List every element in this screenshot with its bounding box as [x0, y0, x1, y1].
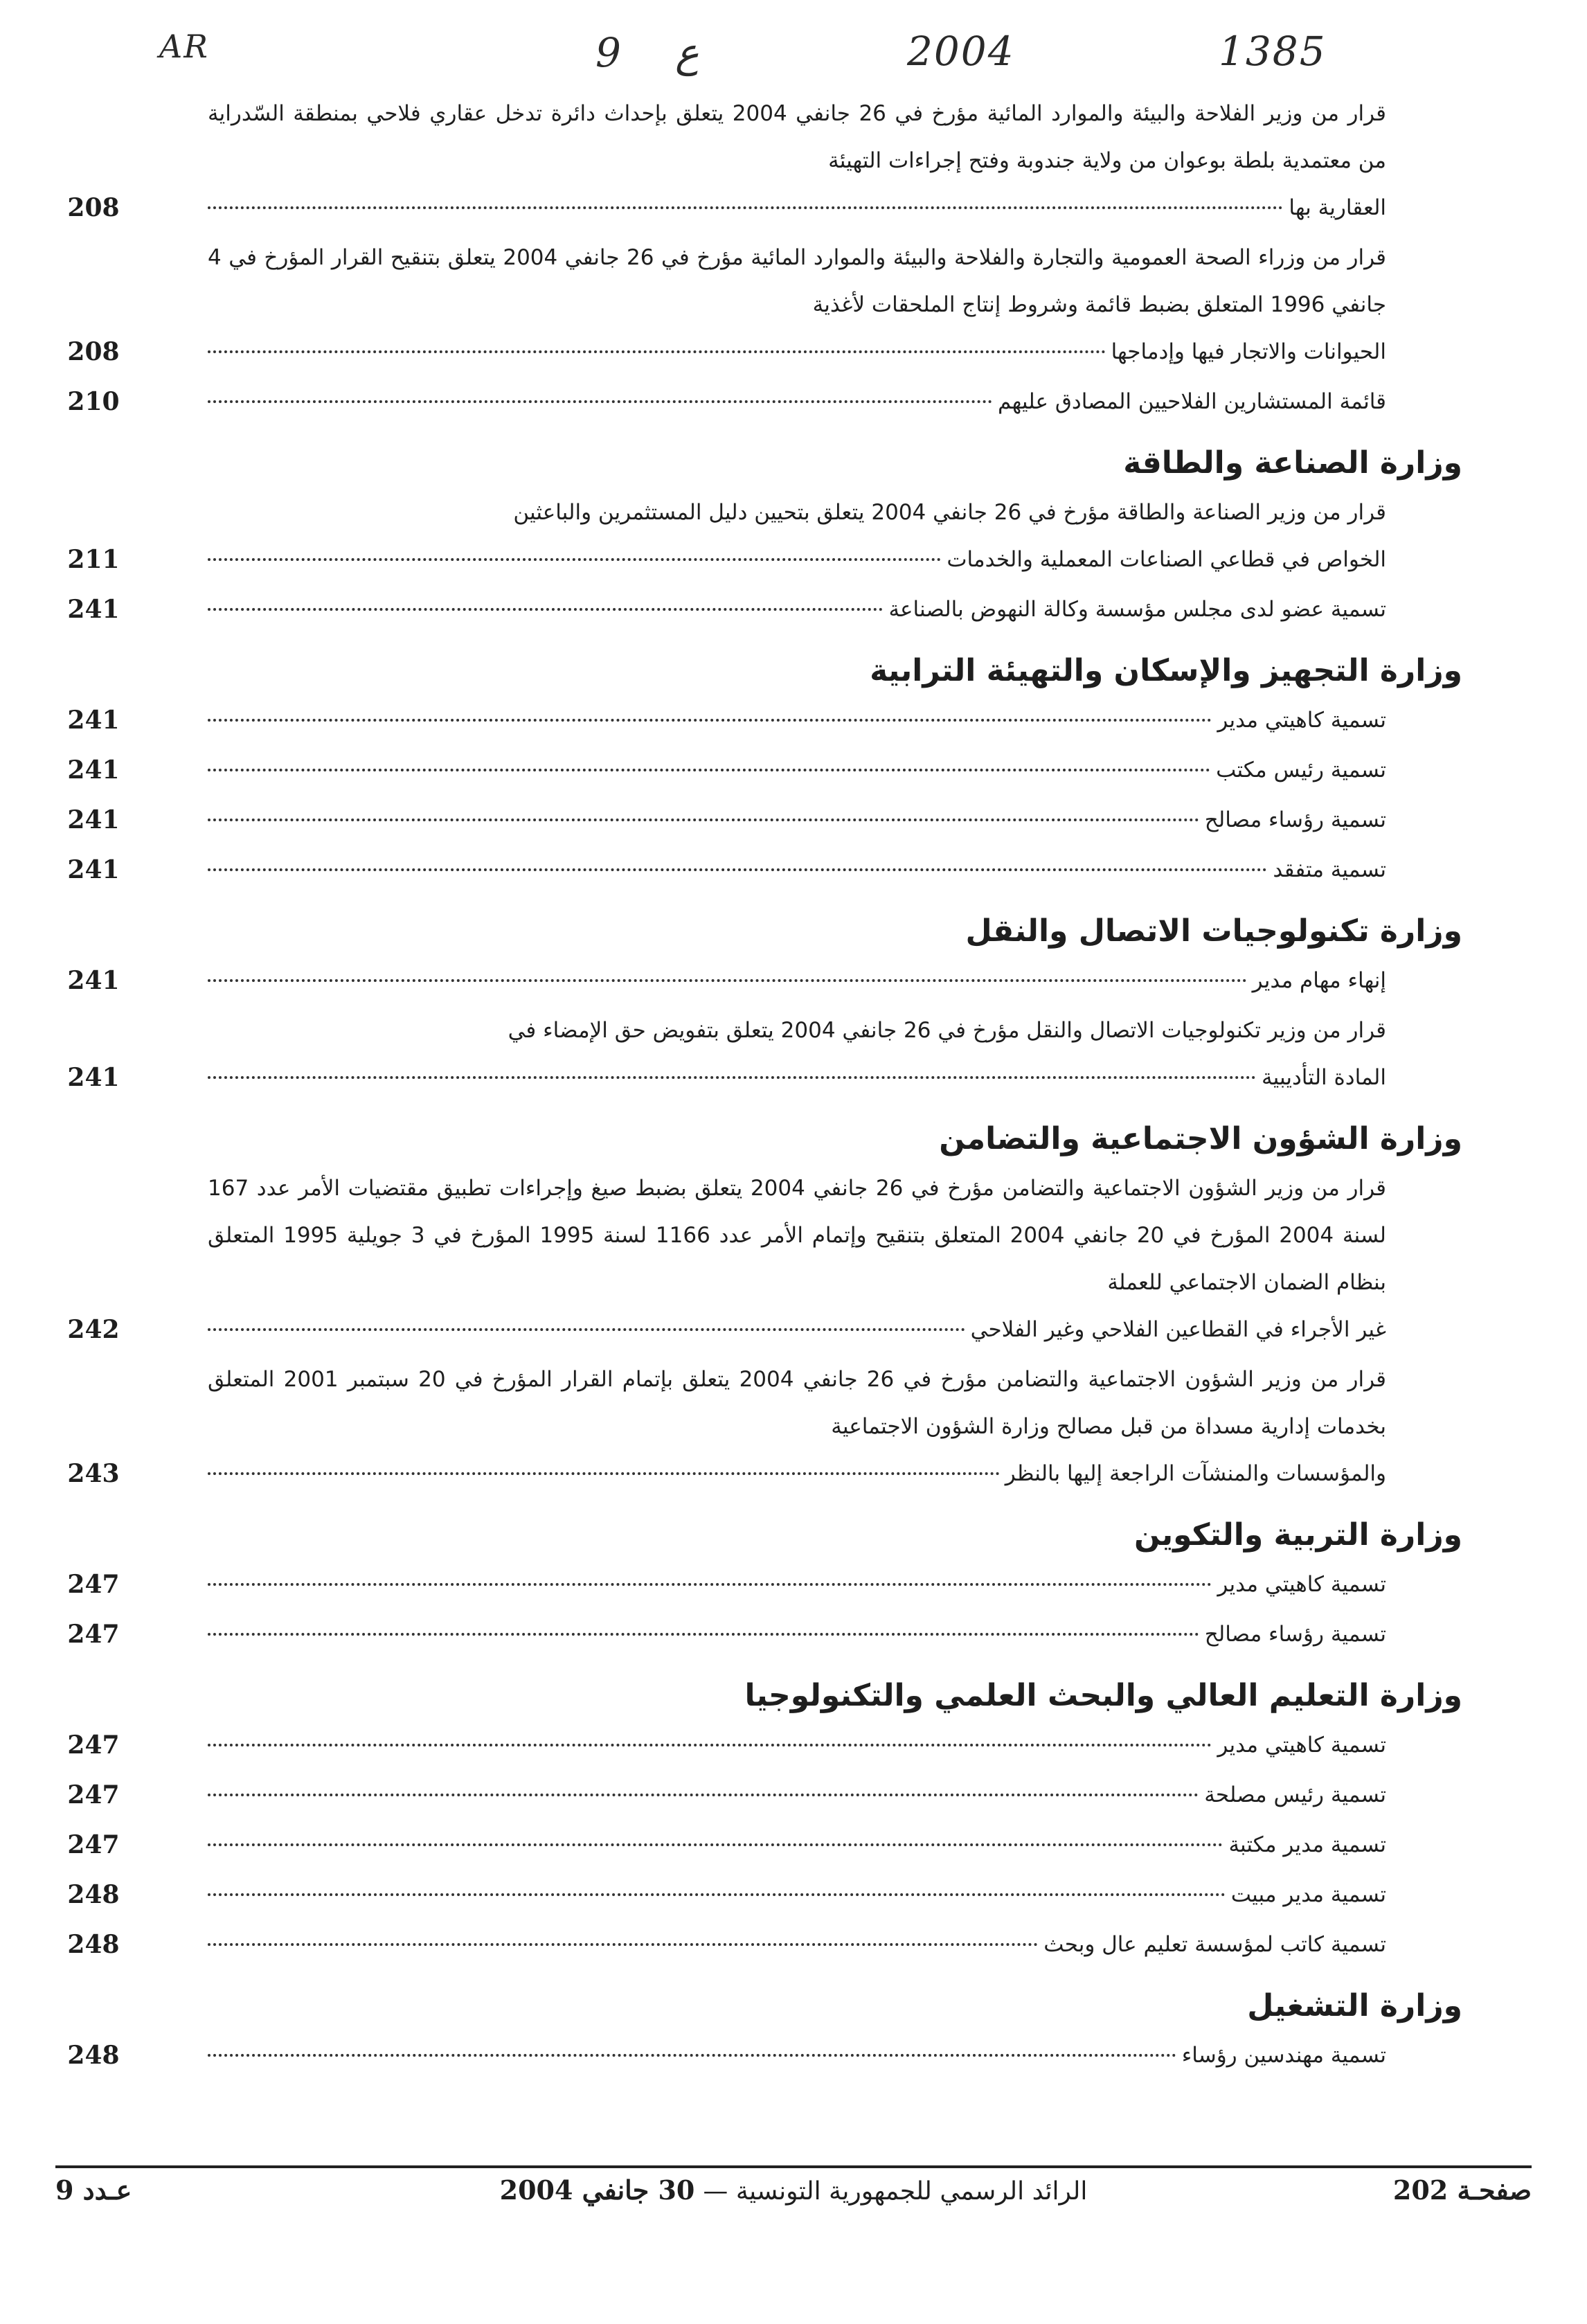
dot-leader: [208, 719, 1212, 722]
entry-last-line: والمؤسسات والمنشآت الراجعة إليها بالنظر: [1005, 1461, 1386, 1486]
entry-last-line: تسمية كاهيتي مدير: [1217, 1733, 1386, 1758]
entry-text: قرار من وزير تكنولوجيات الاتصال والنقل مؤرخ في 26 جانفي 2004 يتعلق بتفويض حق الإمضاء في: [508, 1018, 1386, 1043]
toc-section: [67, 1983, 1462, 2079]
page-number: 211: [67, 545, 120, 574]
dot-leader: [208, 979, 1247, 982]
entry-last-line: العقارية بها: [1289, 195, 1386, 220]
section-heading: وزارة التجهيز والإسكان والتهيئة الترابية: [870, 653, 1462, 688]
entry-last-line: تسمية رؤساء مصالح: [1204, 807, 1386, 832]
dot-leader: [208, 350, 1106, 353]
entry-text: قرار من وزير الفلاحة والبيئة والموارد المائية مؤرخ في 26 جانفي 2004 يتعلق بإحداث دائرة تدخل عقاري فلاحي بمنطقة السّدراية من معتمدية بلطة بوعوان من ولاية جندوبة وفتح إجراءات التهيئة: [208, 101, 1386, 173]
dot-leader: [208, 1472, 1000, 1475]
toc-entry: [67, 1007, 1386, 1101]
dot-leader: [208, 1328, 965, 1331]
footer-date: 30 جانفي 2004: [499, 2174, 695, 2206]
page-number: 241: [67, 966, 120, 995]
entry-last-line: تسمية مدير مكتبة: [1228, 1832, 1386, 1857]
dot-leader: [208, 1943, 1038, 1946]
entry-text: قرار من وزير الصناعة والطاقة مؤرخ في 26 جانفي 2004 يتعلق بتحيين دليل المستثمرين والباعثين: [513, 500, 1386, 525]
toc-section: [67, 1673, 1462, 1968]
section-heading: وزارة التشغيل: [1247, 1988, 1462, 2023]
section-heading: وزارة الصناعة والطاقة: [1123, 445, 1462, 481]
page-number: 208: [67, 193, 120, 222]
entry-last-line: تسمية مدير مبيت: [1230, 1882, 1386, 1907]
dot-leader: [208, 2054, 1176, 2057]
dot-leader: [208, 769, 1210, 771]
page-number: 210: [67, 387, 120, 416]
entry-last-line: الحيوانات والاتجار فيها وإدماجها: [1111, 339, 1386, 364]
table-of-contents: [67, 90, 1462, 2094]
toc-entry: [67, 697, 1386, 744]
entry-last-line: الخواص في قطاعي الصناعات المعملية والخدمات: [947, 547, 1386, 572]
dot-leader: [208, 1076, 1256, 1079]
entry-last-line: تسمية رئيس مصلحة: [1204, 1782, 1386, 1807]
entry-last-line: تسمية عضو لدى مجلس مؤسسة وكالة النهوض بالصناعة: [888, 597, 1386, 622]
footer-issue: عـدد 9: [55, 2174, 132, 2206]
footer-center: [55, 2174, 1532, 2206]
footer-gazette-title: الرائد الرسمي للجمهورية التونسية —: [703, 2177, 1088, 2206]
page-number: 241: [67, 595, 120, 624]
dot-leader: [208, 558, 941, 561]
page-number: 248: [67, 1930, 120, 1959]
page-number: 241: [67, 1063, 120, 1092]
toc-entry: [67, 747, 1386, 794]
dot-leader: [208, 1583, 1212, 1586]
dot-leader: [208, 1893, 1226, 1896]
entry-last-line: قائمة المستشارين الفلاحيين المصادق عليهم: [997, 389, 1386, 414]
section-heading: وزارة تكنولوجيات الاتصال والنقل: [965, 913, 1462, 949]
page-number: 248: [67, 2041, 120, 2070]
toc-entry: [67, 234, 1386, 375]
entry-last-line: غير الأجراء في القطاعين الفلاحي وغير الفلاحي: [970, 1317, 1386, 1342]
section-heading: وزارة التعليم العالي والبحث العلمي والتكنولوجيا: [744, 1678, 1462, 1713]
toc-entry: [67, 1722, 1386, 1769]
toc-entry: [67, 846, 1386, 893]
page-number: 247: [67, 1780, 120, 1809]
page-number: 248: [67, 1880, 120, 1909]
toc-section: [67, 648, 1462, 893]
page-number: 247: [67, 1620, 120, 1649]
entry-text: قرار من وزراء الصحة العمومية والتجارة والفلاحة والبيئة والموارد المائية مؤرخ في 26 جانفي 2004 يتعلق بتنقيح القرار المؤرخ في 4 جانفي 1996 المتعلق بضبط قائمة وشروط إنتاج الملحقات لأغذية: [208, 245, 1386, 317]
toc-entry: [67, 957, 1386, 1004]
toc-entry: [67, 586, 1386, 633]
footer-rule: [55, 2165, 1532, 2168]
entry-text: قرار من وزير الشؤون الاجتماعية والتضامن مؤرخ في 26 جانفي 2004 يتعلق بضبط صيغ وإجراءات تطبيق مقتضيات الأمر عدد 167 لسنة 2004 المؤرخ في 20 جانفي 2004 المتعلق بتنقيح وإتمام الأمر عدد 1166 لسنة 1995 المؤرخ في 3 جويلية 1995 المتعلق بنظام الضمان الاجتماعي للعملة: [208, 1176, 1387, 1295]
entry-last-line: تسمية كاهيتي مدير: [1217, 1572, 1386, 1597]
page-footer: [55, 2174, 1532, 2230]
toc-entry: [67, 378, 1386, 425]
page-number: 241: [67, 706, 120, 735]
entry-last-line: تسمية متفقد: [1273, 857, 1386, 882]
dot-leader: [208, 1794, 1199, 1796]
page-number: 241: [67, 805, 120, 834]
toc-entry: [67, 1561, 1386, 1608]
toc-entry: [67, 1921, 1386, 1968]
toc-entry: [67, 90, 1386, 231]
page-number: 247: [67, 1830, 120, 1859]
page-number: 247: [67, 1570, 120, 1599]
handwritten-ar: AR: [159, 28, 209, 65]
entry-last-line: تسمية كاتب لمؤسسة تعليم عال وبحث: [1043, 1932, 1386, 1957]
dot-leader: [208, 1633, 1199, 1636]
page-number: 247: [67, 1731, 120, 1760]
page-number: 208: [67, 337, 120, 366]
toc-section: [67, 1116, 1462, 1497]
page-number: 242: [67, 1315, 120, 1344]
section-heading: وزارة التربية والتكوين: [1133, 1517, 1462, 1553]
toc-entry: [67, 489, 1386, 583]
handwritten-nine: 9: [595, 29, 622, 76]
section-heading: وزارة الشؤون الاجتماعية والتضامن: [939, 1121, 1462, 1156]
toc-section: [67, 440, 1462, 633]
toc-entry: [67, 2032, 1386, 2079]
dot-leader: [208, 868, 1267, 871]
footer-page-label: صفحـة 202: [1392, 2174, 1532, 2206]
toc-section: [67, 909, 1462, 1101]
handwritten-year: 2004: [907, 28, 1015, 75]
dot-leader: [208, 1744, 1212, 1746]
page-number: 241: [67, 756, 120, 785]
entry-last-line: تسمية كاهيتي مدير: [1217, 708, 1386, 733]
entry-last-line: تسمية رؤساء مصالح: [1204, 1622, 1386, 1647]
entry-last-line: تسمية رئيس مكتب: [1216, 758, 1386, 783]
entry-text: قرار من وزير الشؤون الاجتماعية والتضامن مؤرخ في 26 جانفي 2004 يتعلق بإتمام القرار المؤرخ في 20 سبتمبر 2001 المتعلق بخدمات إدارية مسداة من قبل مصالح وزارة الشؤون الاجتماعية: [208, 1367, 1387, 1439]
dot-leader: [208, 608, 883, 611]
entry-last-line: إنهاء مهام مدير: [1252, 968, 1386, 993]
dot-leader: [208, 819, 1199, 821]
page-number: 243: [67, 1459, 120, 1488]
handwritten-number: 1385: [1219, 28, 1327, 75]
dot-leader: [208, 206, 1283, 209]
toc-entry: [67, 796, 1386, 843]
toc-entry: [67, 1871, 1386, 1918]
toc-entry: [67, 1611, 1386, 1658]
toc-entry: [67, 1356, 1387, 1497]
handwritten-ain: ع: [675, 29, 699, 76]
toc-section: [67, 90, 1386, 425]
page-number: 241: [67, 855, 120, 884]
toc-entry: [67, 1821, 1386, 1868]
toc-entry: [67, 1771, 1386, 1818]
entry-last-line: تسمية مهندسين رؤساء: [1181, 2043, 1386, 2068]
entry-last-line: المادة التأديبية: [1262, 1065, 1386, 1090]
dot-leader: [208, 1843, 1223, 1846]
dot-leader: [208, 400, 992, 403]
toc-entry: [67, 1165, 1387, 1353]
toc-section: [67, 1512, 1462, 1658]
